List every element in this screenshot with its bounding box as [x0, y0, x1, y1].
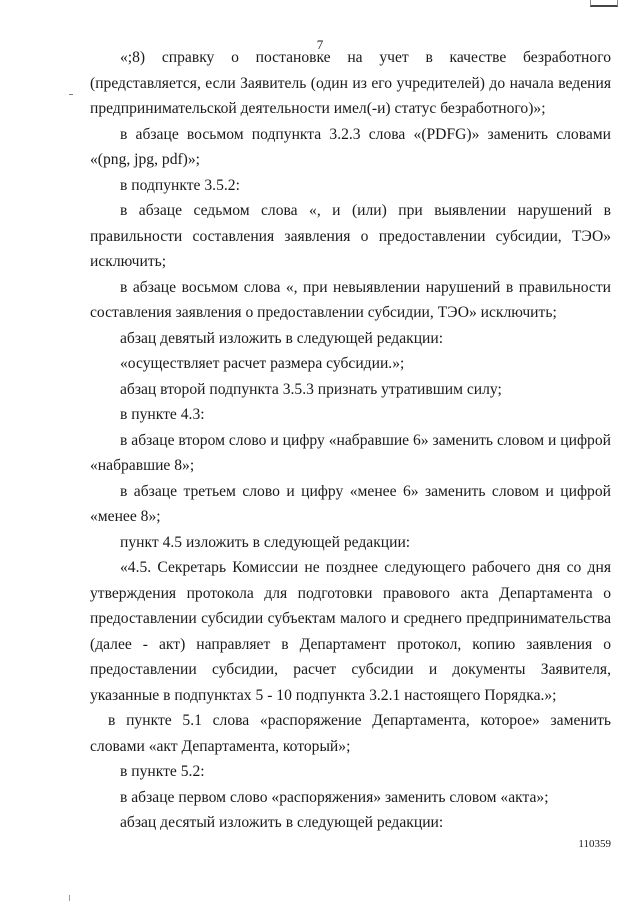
document-body — [90, 45, 611, 836]
paragraph: абзац девятый изложить в следующей редакции: — [120, 329, 444, 347]
paragraph: абзац второй подпункта 3.5.3 признать утратившим силу; — [120, 380, 502, 398]
paragraph: в подпункте 3.5.2: — [120, 176, 240, 194]
paragraph: «;8) справку о постановке на учет в качестве безработного (представляется, если Заявитель (один из его учредителей) до начала ведения предпринимательской деятельности имел(-и) статус безработного)»; — [90, 49, 611, 117]
scan-artifact-left — [69, 94, 73, 95]
paragraph: «4.5. Секретарь Комиссии не позднее следующего рабочего дня со дня утверждения протокола для подготовки правового акта Департамента о предоставлении субсидии субъектам малого и среднего предпринимательства (далее - акт) направляет в Департамент протокол, копию заявления о предоставлении субсидии, расчет субсидии и документы Заявителя, указанные в подпунктах 5 - 10 подпункта 3.2.1 настоящего Порядка.»; — [90, 559, 611, 704]
page-number: 7 — [316, 37, 324, 52]
paragraph: в абзаце восьмом слова «, при невыявлении нарушений в правильности составления заявления о предоставлении субсидии, ТЭО» исключить; — [90, 278, 611, 321]
document-code: 110359 — [578, 838, 611, 850]
paragraph: в абзаце третьем слово и цифру «менее 6» заменить словом и цифрой «менее 8»; — [90, 482, 611, 525]
paragraph: в абзаце первом слово «распоряжения» заменить словом «акта»; — [120, 788, 549, 806]
paragraph: в пункте 4.3: — [120, 406, 205, 423]
paragraph: в абзаце втором слово и цифру «набравшие 6» заменить словом и цифрой «набравшие 8»; — [90, 431, 611, 474]
paragraph: в пункте 5.1 слова «распоряжение Департамента, которое» заменить словами «акт Департамента, который»; — [90, 712, 611, 755]
paragraph: в абзаце восьмом подпункта 3.2.3 слова «(PDFG)» заменить словами «(png, jpg, pdf)»; — [90, 125, 611, 168]
paragraph: «осуществляет расчет размера субсидии.»; — [120, 355, 405, 372]
paragraph: абзац десятый изложить в следующей редакции: — [120, 814, 444, 831]
paragraph: пункт 4.5 изложить в следующей редакции: — [120, 533, 411, 551]
paragraph: в абзаце седьмом слова «, и (или) при выявлении нарушений в правильности составления заявления о предоставлении субсидии, ТЭО» исключить; — [90, 202, 611, 270]
paragraph: в пункте 5.2: — [120, 763, 205, 780]
scan-artifact-bottom — [69, 895, 70, 901]
scan-artifact-top — [590, 0, 618, 7]
